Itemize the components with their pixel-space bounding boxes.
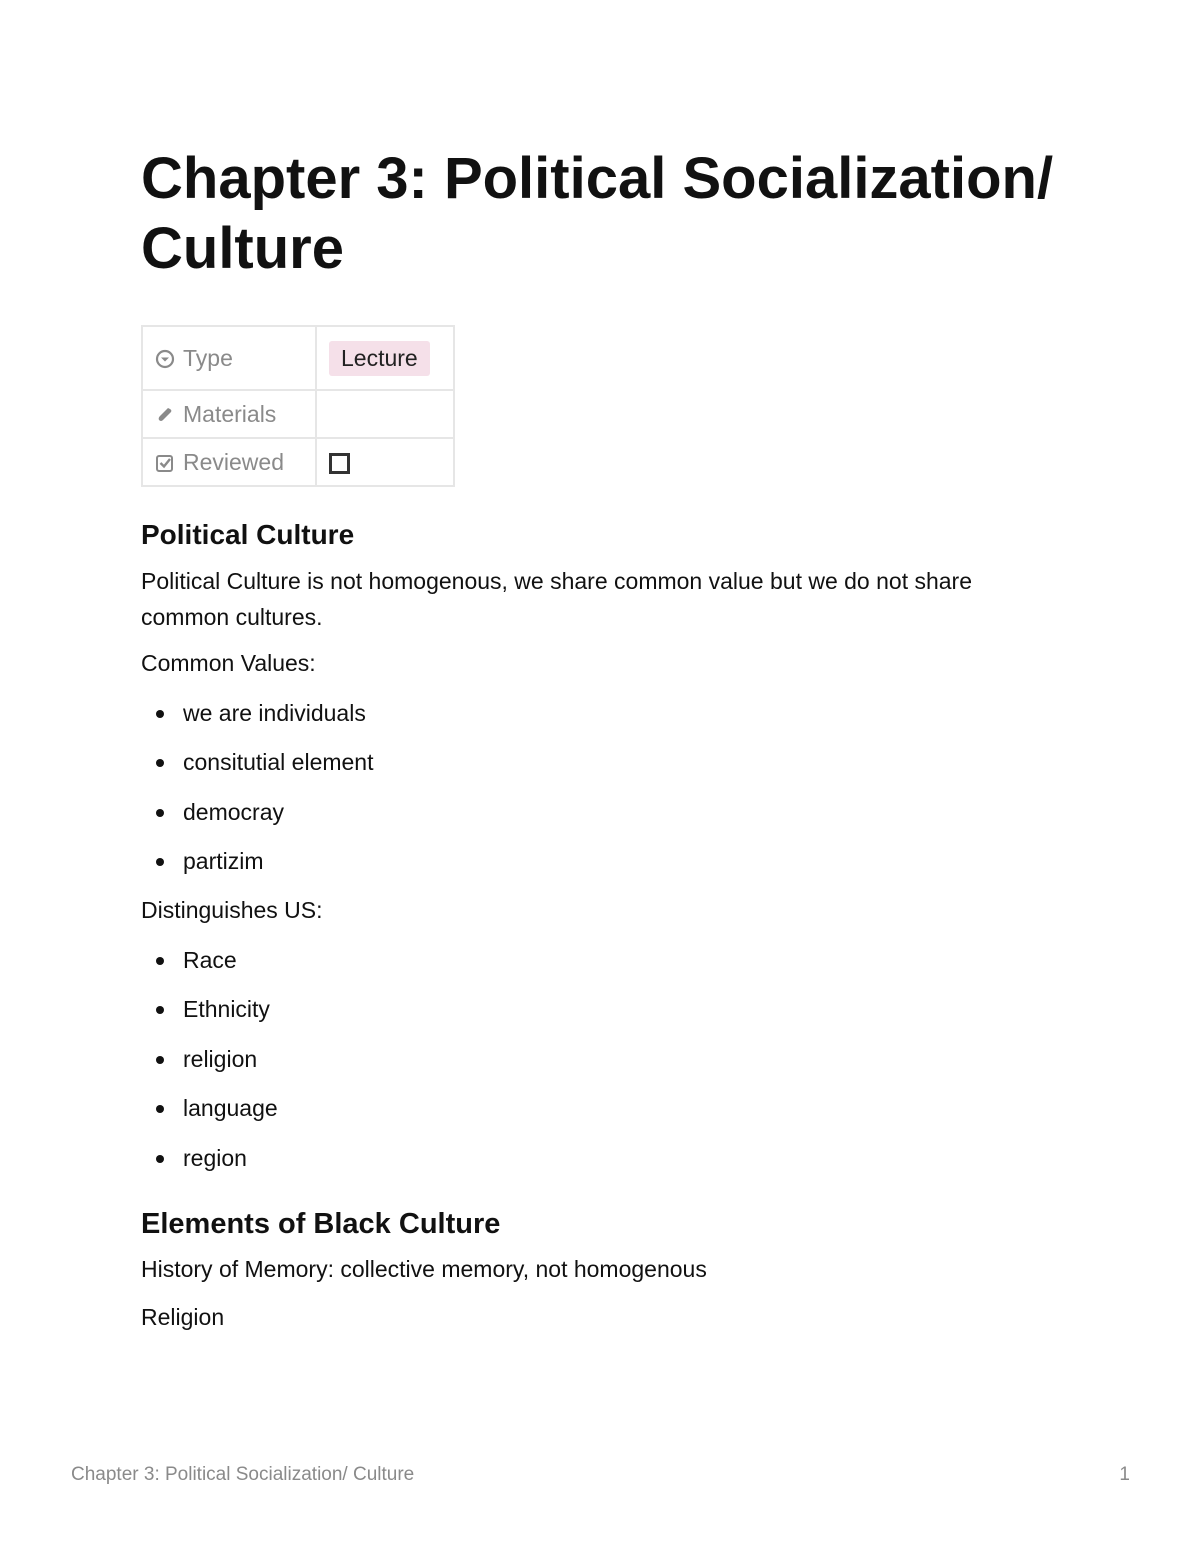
property-row-materials xyxy=(142,390,454,438)
list-item: language xyxy=(141,1091,278,1140)
distinguishes-label: Distinguishes US: xyxy=(141,897,323,923)
heading-political-culture: Political Culture xyxy=(141,519,355,550)
list-item: partizim xyxy=(141,844,374,893)
list-item: consitutial element xyxy=(141,745,374,794)
footer-title: Chapter 3: Political Socialization/ Culture xyxy=(71,1464,415,1485)
materials-label: Materials xyxy=(183,400,277,427)
page-title: Chapter 3: Political Socialization/ Culture xyxy=(141,146,1054,281)
common-values-label: Common Values: xyxy=(141,650,316,676)
common-values-list xyxy=(141,696,374,894)
paragraph-religion: Religion xyxy=(141,1304,225,1330)
paperclip-icon xyxy=(155,405,175,425)
property-row-reviewed xyxy=(142,438,454,486)
property-key-materials xyxy=(142,390,316,438)
property-key-reviewed xyxy=(142,438,316,486)
reviewed-label: Reviewed xyxy=(183,448,284,475)
paragraph-intro-line2: common cultures. xyxy=(141,604,323,630)
type-tag[interactable]: Lecture xyxy=(329,341,430,376)
list-item: Ethnicity xyxy=(141,992,278,1041)
checkbox-icon xyxy=(155,453,175,473)
list-item: democray xyxy=(141,795,374,844)
footer-page-number: 1 xyxy=(1119,1464,1130,1485)
list-item: region xyxy=(141,1141,278,1190)
property-row-type xyxy=(142,326,454,390)
select-icon xyxy=(155,349,175,369)
property-value-type[interactable] xyxy=(316,326,454,390)
property-value-reviewed xyxy=(316,438,454,486)
heading-black-culture: Elements of Black Culture xyxy=(141,1208,501,1240)
list-item: Race xyxy=(141,943,278,992)
list-item: we are individuals xyxy=(141,696,374,745)
distinguishes-list xyxy=(141,943,278,1190)
paragraph-intro-line1: Political Culture is not homogenous, we share common value but we do not share xyxy=(141,568,973,594)
reviewed-checkbox[interactable] xyxy=(329,453,350,474)
paragraph-history-memory: History of Memory: collective memory, not homogenous xyxy=(141,1256,707,1282)
type-label: Type xyxy=(183,344,233,371)
properties-table xyxy=(141,325,455,487)
list-item: religion xyxy=(141,1042,278,1091)
property-key-type xyxy=(142,326,316,390)
property-value-materials[interactable] xyxy=(316,390,454,438)
